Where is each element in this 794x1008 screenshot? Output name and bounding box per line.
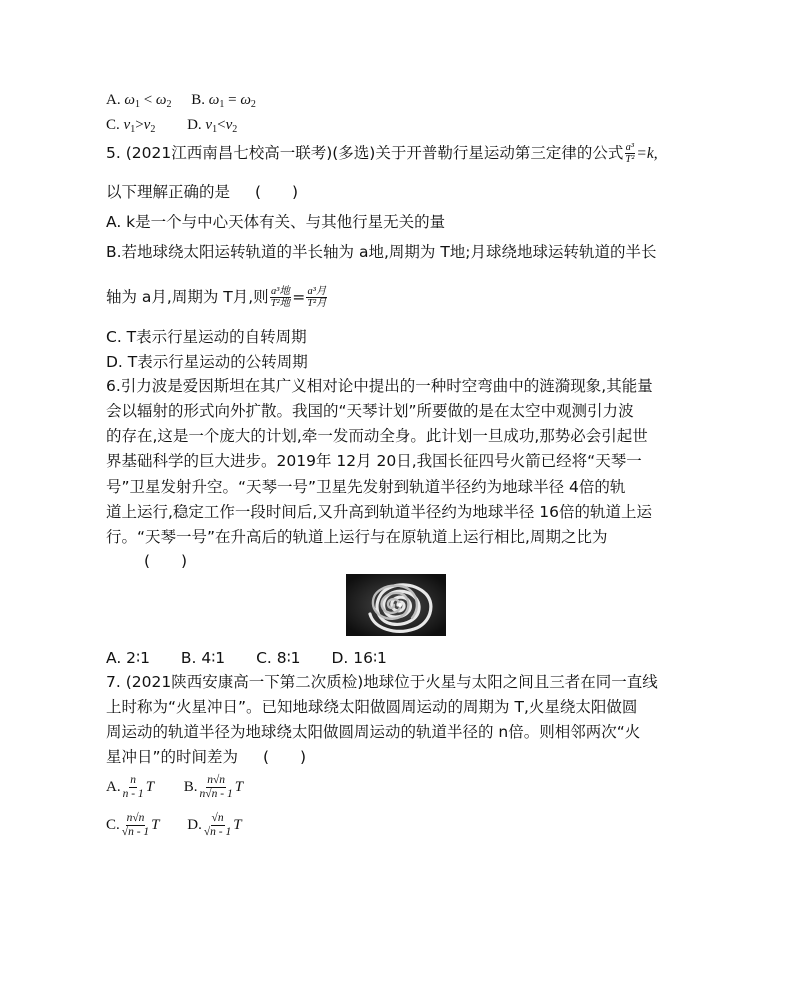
q7-option-d[interactable] (187, 812, 241, 839)
q5-stem-text2: 以下理解正确的是 (106, 183, 231, 201)
q7-line4-text: 星冲日”的时间差为 (106, 748, 239, 766)
subscript: 2 (232, 124, 238, 135)
q5-stem-line1 (106, 142, 658, 165)
q4-option-a[interactable] (106, 90, 172, 115)
fraction-numerator: a³地 (270, 286, 290, 297)
q4-option-d-operator: < (217, 117, 226, 133)
q5-option-b-line1[interactable]: B.若地球绕太阳运转轨道的半长轴为 a地,周期为 T地;月球绕地球运转轨道的半长 (106, 243, 657, 261)
q6-options-row (106, 648, 387, 668)
subscript: 2 (166, 99, 172, 110)
q4-option-a-operator: < (143, 92, 153, 108)
q7-option-d-fraction (203, 812, 232, 839)
gravitational-wave-spiral-image (346, 574, 446, 636)
q6-line1: 6.引力波是爱因斯坦在其广义相对论中提出的一种时空弯曲中的涟漪现象,其能量 (106, 377, 653, 395)
q4-option-d-v1: v (205, 117, 213, 133)
q5-option-d[interactable]: D. T表示行星运动的公转周期 (106, 353, 308, 371)
subscript: 1 (130, 124, 136, 135)
fraction-numerator: a³月 (307, 286, 327, 297)
kepler-formula-fraction (624, 142, 635, 165)
q7-option-d-label: D. (187, 816, 202, 833)
q7-options-row2 (106, 812, 242, 839)
subscript: 2 (150, 124, 156, 135)
q4-option-a-omega2: ω (155, 92, 167, 108)
q4-option-c-v2: v (143, 117, 151, 133)
q4-option-b-operator: = (228, 92, 237, 108)
kepler-formula-tail: =k, (636, 145, 658, 162)
q5-stem-line2 (106, 182, 298, 202)
q7-line3: 周运动的轨道半径为地球绕太阳做圆周运动的轨道半径的 n倍。则相邻两次“火 (106, 723, 641, 741)
subscript: 2 (250, 99, 256, 110)
q6-line2: 会以辐射的形式向外扩散。我国的“天琴计划”所要做的是在太空中观测引力波 (106, 402, 634, 420)
q6-line6: 道上运行,稳定工作一段时间后,又升高到轨道半径约为地球半径 16倍的轨道上运 (106, 503, 653, 521)
q4-option-c-label: C. (106, 117, 120, 133)
q4-option-a-label: A. (106, 92, 121, 108)
moon-fraction (306, 286, 328, 309)
fraction-numerator: n (130, 774, 137, 786)
q4-option-d-label: D. (187, 117, 202, 133)
q7-option-b-fraction (199, 774, 234, 801)
q4-options-row1 (106, 90, 256, 115)
fraction-denominator: T²月 (307, 298, 327, 309)
answer-bracket[interactable]: ( ) (254, 183, 299, 201)
q4-option-b-omega1: ω (208, 92, 220, 108)
fraction-numerator: a³ (625, 142, 635, 153)
q4-option-c[interactable] (106, 115, 155, 140)
fraction-denominator: n - 1 (122, 788, 144, 800)
q5-stem-text: 5. (2021江西南昌七校高一联考)(多选)关于开普勒行星运动第三定律的公式 (106, 144, 624, 162)
fraction-denominator: √n - 1 (121, 826, 150, 838)
q7-option-b-label: B. (183, 778, 198, 795)
equals-sign: = (292, 288, 306, 306)
q5-option-a[interactable]: A. k是一个与中心天体有关、与其他行星无关的量 (106, 213, 446, 231)
fraction-denominator: n√n - 1 (199, 788, 233, 800)
earth-fraction (270, 286, 292, 309)
subscript: 1 (212, 124, 218, 135)
q4-option-d-v2: v (225, 117, 233, 133)
q7-option-b[interactable] (184, 774, 243, 801)
fraction-numerator: √n (211, 812, 224, 824)
q7-options-row1 (106, 774, 243, 801)
fraction-numerator: n√n (126, 812, 145, 824)
q7-option-c[interactable] (106, 812, 160, 839)
subscript: 1 (134, 99, 140, 110)
q6-answer-bracket[interactable]: ( ) (144, 552, 188, 570)
q6-option-a[interactable]: A. 2∶1 (106, 649, 150, 667)
q4-options-row2 (106, 115, 237, 140)
answer-bracket[interactable]: ( ) (262, 748, 307, 766)
q7-option-c-label: C. (106, 816, 120, 833)
q6-line7: 行。“天琴一号”在升高后的轨道上运行与在原轨道上运行相比,周期之比为 (106, 528, 608, 546)
q7-line2: 上时称为“火星冲日”。已知地球绕太阳做圆周运动的周期为 T,火星绕太阳做圆 (106, 698, 638, 716)
q7-option-c-fraction (121, 812, 150, 839)
q7-option-a[interactable] (106, 774, 154, 801)
q6-line3: 的存在,这是一个庞大的计划,牵一发而动全身。此计划一旦成功,那势必会引起世 (106, 427, 648, 445)
q5-option-b-line2[interactable] (106, 286, 329, 309)
q6-line4: 界基础科学的巨大进步。2019年 12月 20日,我国长征四号火箭已经将“天琴一 (106, 452, 642, 470)
subscript: 1 (219, 99, 225, 110)
q6-option-b[interactable]: B. 4∶1 (180, 649, 226, 667)
period-symbol: T (151, 816, 160, 833)
q6-option-d[interactable]: D. 16∶1 (331, 649, 387, 667)
q4-option-b[interactable] (191, 90, 256, 115)
fraction-denominator: T² (625, 154, 635, 165)
q7-line4 (106, 747, 306, 767)
period-symbol: T (234, 778, 244, 795)
q7-line1: 7. (2021陕西安康高一下第二次质检)地球位于火星与太阳之间且三者在同一直线 (106, 673, 658, 691)
spiral-graphic (346, 574, 446, 636)
q7-option-a-label: A. (106, 778, 121, 795)
q5-option-c[interactable]: C. T表示行星运动的自转周期 (106, 328, 307, 346)
q4-option-c-v1: v (123, 117, 131, 133)
period-symbol: T (233, 816, 242, 833)
fraction-denominator: √n - 1 (203, 826, 232, 838)
q4-option-c-operator: > (135, 117, 144, 133)
fraction-numerator: n√n (207, 774, 226, 786)
q5-option-b-text: 轴为 a月,周期为 T月,则 (106, 288, 269, 306)
q4-option-a-omega1: ω (124, 92, 135, 108)
q6-line5: 号”卫星发射升空。“天琴一号”卫星先发射到轨道半径约为地球半径 4倍的轨 (106, 478, 626, 496)
q4-option-b-label: B. (191, 92, 206, 108)
q6-option-c[interactable]: C. 8∶1 (256, 649, 301, 667)
q4-option-b-omega2: ω (240, 92, 251, 108)
fraction-denominator: T²地 (270, 298, 291, 309)
q4-option-d[interactable] (187, 115, 237, 140)
period-symbol: T (145, 778, 155, 795)
q7-option-a-fraction (122, 774, 145, 801)
